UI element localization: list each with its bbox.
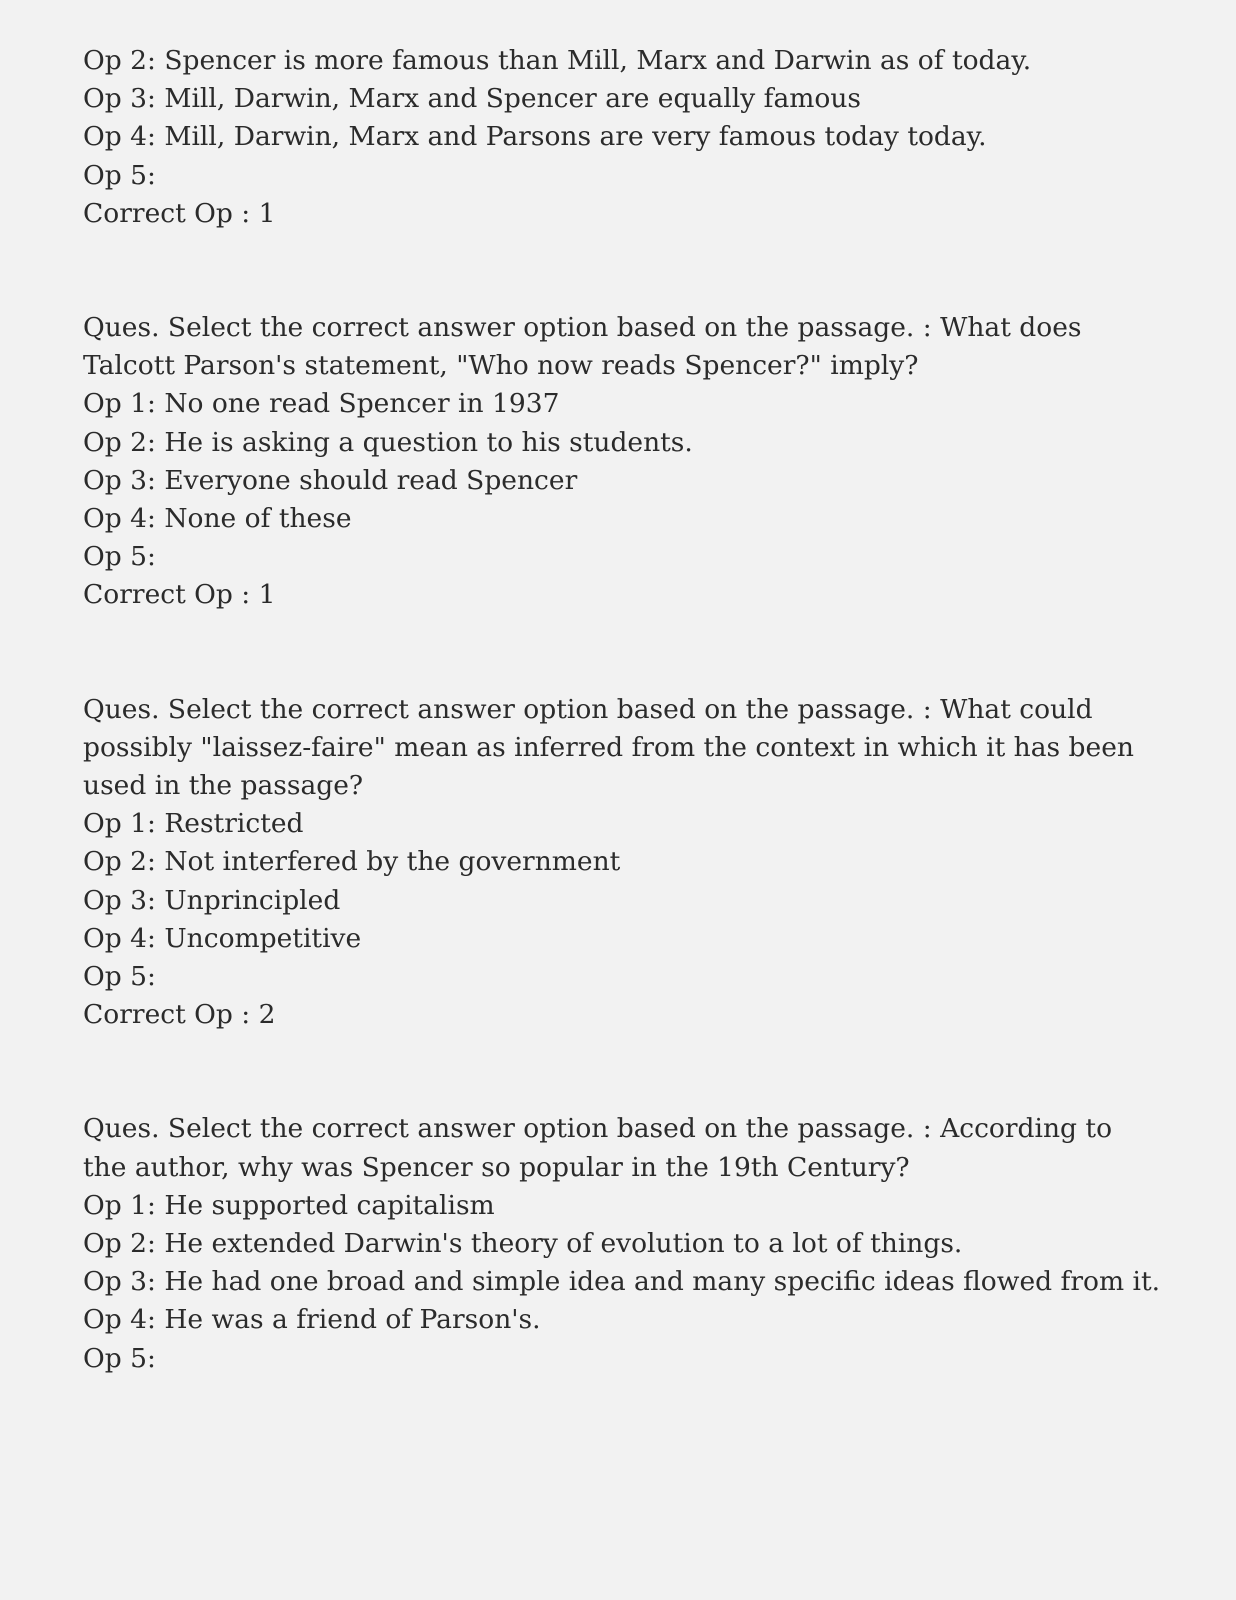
option-line: Op 3: He had one broad and simple idea and many specific ideas flowed from it. [83,1266,1161,1298]
question-block [83,691,1163,1035]
block-spacer [83,233,1163,309]
option-line: Op 4: Uncompetitive [83,922,362,954]
option-line: Op 5: [83,1342,156,1374]
question-text: Ques. Select the correct answer option based on the passage. : According to the author, why was Spencer so popular in the 19th Century? [83,1113,1121,1183]
option-line: Op 5: [83,159,156,191]
option-line: Op 2: He extended Darwin's theory of evolution to a lot of things. [83,1228,963,1260]
option-line: Op 2: Not interfered by the government [83,846,621,878]
option-line: Op 1: Restricted [83,808,304,840]
option-line: Op 5: [83,541,156,573]
question-text: Ques. Select the correct answer option based on the passage. : What could possibly "laissez-faire" mean as inferred from the context in which it has been used in the passage? [83,693,1143,802]
question-block [83,42,1163,233]
option-line: Op 2: He is asking a question to his students. [83,426,693,458]
question-block [83,1110,1163,1377]
option-line: Op 3: Unprincipled [83,884,341,916]
option-line: Op 4: Mill, Darwin, Marx and Parsons are very famous today today. [83,121,987,153]
option-line: Op 5: [83,961,156,993]
option-line: Op 1: No one read Spencer in 1937 [83,388,560,420]
document-page [83,42,1163,1378]
option-line: Op 3: Everyone should read Spencer [83,464,578,496]
option-line: Op 2: Spencer is more famous than Mill, Marx and Darwin as of today. [83,45,1032,76]
option-line: Op 3: Mill, Darwin, Marx and Spencer are equally famous [83,83,862,115]
correct-option-line: Correct Op : 1 [83,197,276,229]
question-block [83,309,1163,615]
option-line: Op 4: None of these [83,503,352,535]
block-spacer [83,1034,1163,1110]
block-spacer [83,615,1163,691]
correct-option-line: Correct Op : 1 [83,579,276,611]
question-text: Ques. Select the correct answer option based on the passage. : What does Talcott Parson's statement, "Who now reads Spencer?" imply? [83,312,1090,382]
correct-option-line: Correct Op : 2 [83,999,276,1031]
option-line: Op 4: He was a friend of Parson's. [83,1304,541,1336]
option-line: Op 1: He supported capitalism [83,1189,495,1221]
